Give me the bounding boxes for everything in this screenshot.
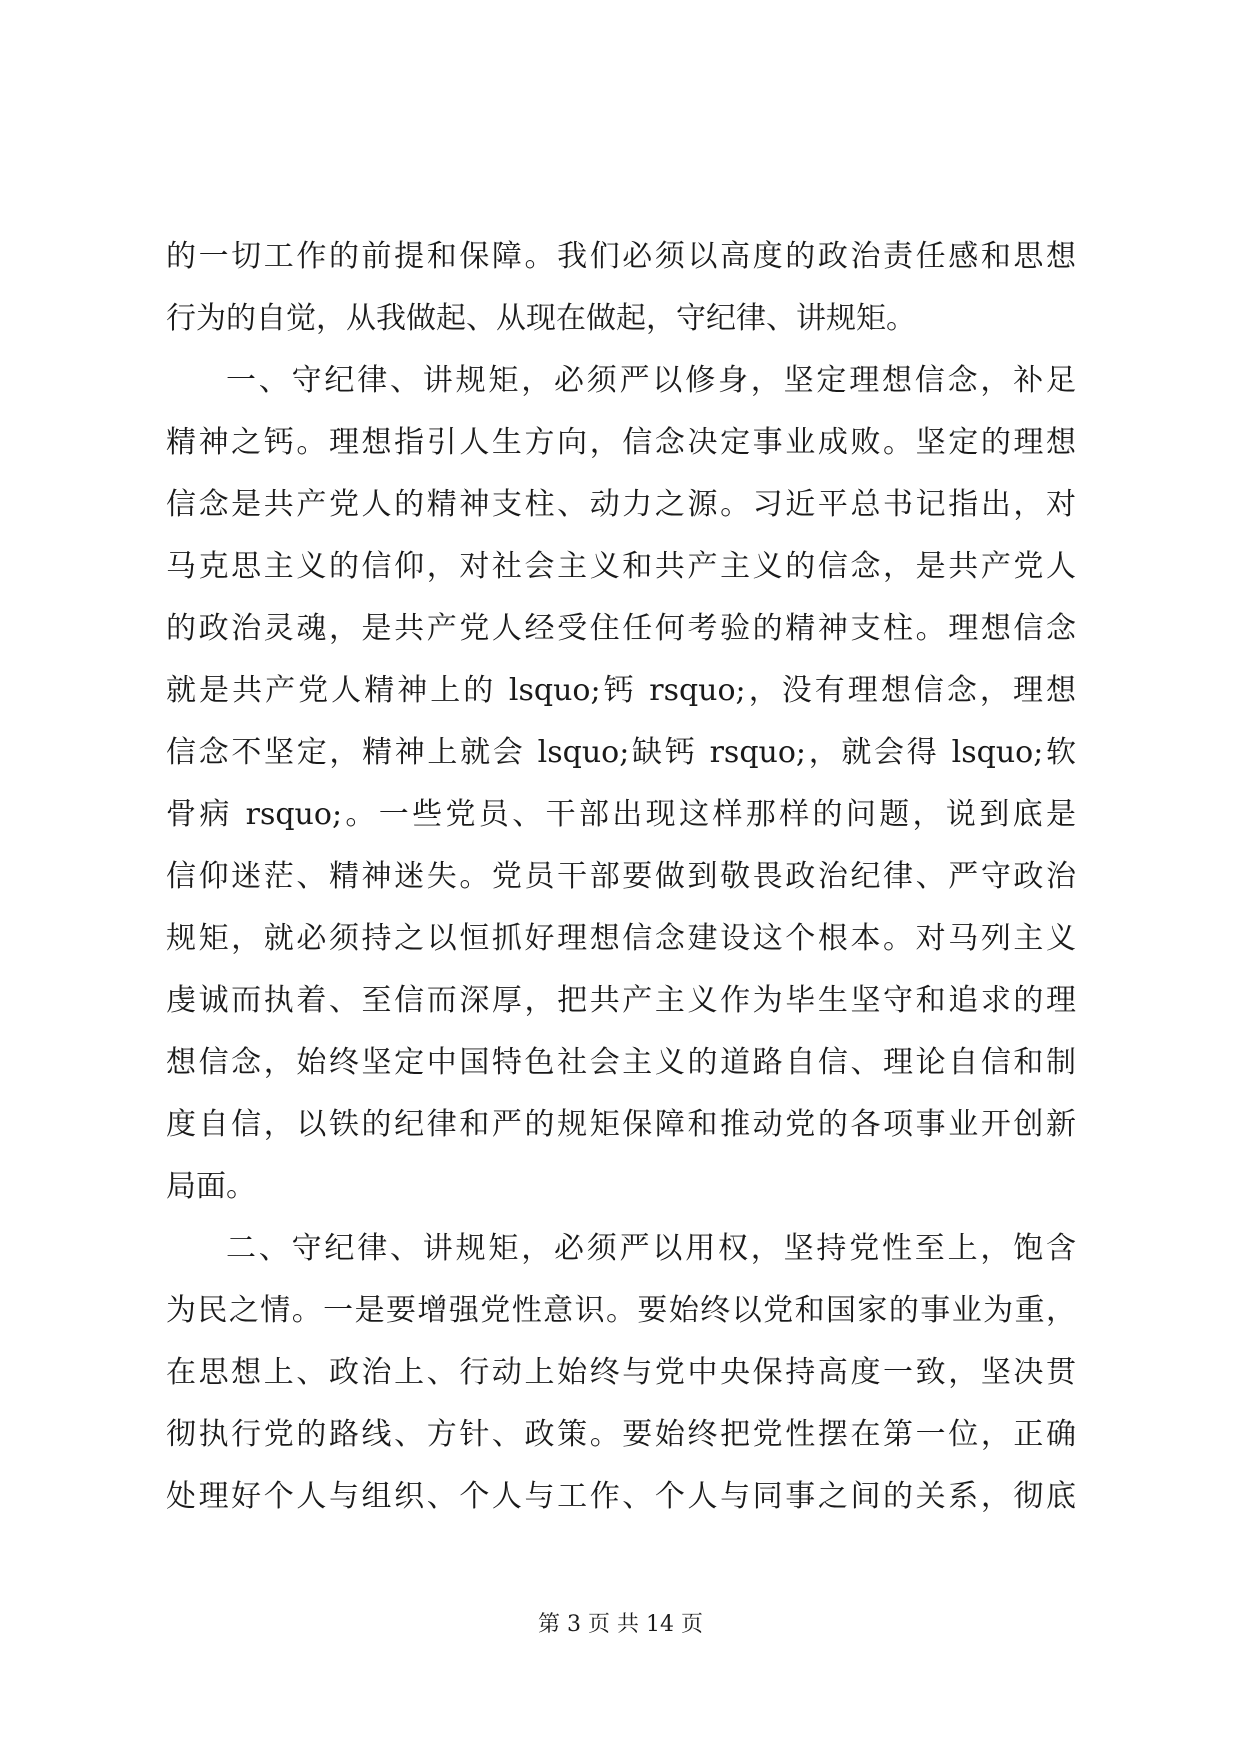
text-line: 一、守纪律、讲规矩，必须严以修身，坚定理想信念，补足: [226, 363, 1076, 398]
text-line: 信仰迷茫、精神迷失。党员干部要做到敬畏政治纪律、严守政治: [166, 859, 1076, 894]
text-line: 局面。: [166, 1169, 256, 1204]
text-line: 规矩，就必须持之以恒抓好理想信念建设这个根本。对马列主义: [166, 921, 1076, 956]
text-line: 虔诚而执着、至信而深厚，把共产主义作为毕生坚守和追求的理: [166, 983, 1076, 1018]
text-line: 的政治灵魂，是共产党人经受住任何考验的精神支柱。理想信念: [166, 611, 1076, 646]
text-line: 的一切工作的前提和保障。我们必须以高度的政治责任感和思想: [166, 239, 1076, 274]
text-line: 信念是共产党人的精神支柱、动力之源。习近平总书记指出，对: [166, 487, 1076, 522]
text-line: 精神之钙。理想指引人生方向，信念决定事业成败。坚定的理想: [166, 425, 1076, 460]
text-line: 想信念，始终坚定中国特色社会主义的道路自信、理论自信和制: [166, 1045, 1076, 1080]
text-line: 马克思主义的信仰，对社会主义和共产主义的信念，是共产党人: [166, 549, 1076, 584]
text-line: 度自信，以铁的纪律和严的规矩保障和推动党的各项事业开创新: [166, 1107, 1076, 1142]
text-line: 信念不坚定，精神上就会 lsquo;缺钙 rsquo;，就会得 lsquo;软: [166, 735, 1076, 770]
text-line: 行为的自觉，从我做起、从现在做起，守纪律、讲规矩。: [166, 301, 916, 336]
text-line: 骨病 rsquo;。一些党员、干部出现这样那样的问题，说到底是: [166, 797, 1076, 832]
body-text: [166, 226, 1076, 1528]
text-line: 就是共产党人精神上的 lsquo;钙 rsquo;，没有理想信念，理想: [166, 673, 1076, 708]
text-line: 二、守纪律、讲规矩，必须严以用权，坚持党性至上，饱含: [226, 1231, 1076, 1266]
text-line: 为民之情。一是要增强党性意识。要始终以党和国家的事业为重，: [166, 1293, 1076, 1328]
text-line: 处理好个人与组织、个人与工作、个人与同事之间的关系，彻底: [166, 1479, 1076, 1514]
text-line: 在思想上、政治上、行动上始终与党中央保持高度一致，坚决贯: [166, 1355, 1076, 1390]
text-line: 彻执行党的路线、方针、政策。要始终把党性摆在第一位，正确: [166, 1417, 1076, 1452]
page-footer: 第 3 页 共 14 页: [538, 1612, 703, 1637]
